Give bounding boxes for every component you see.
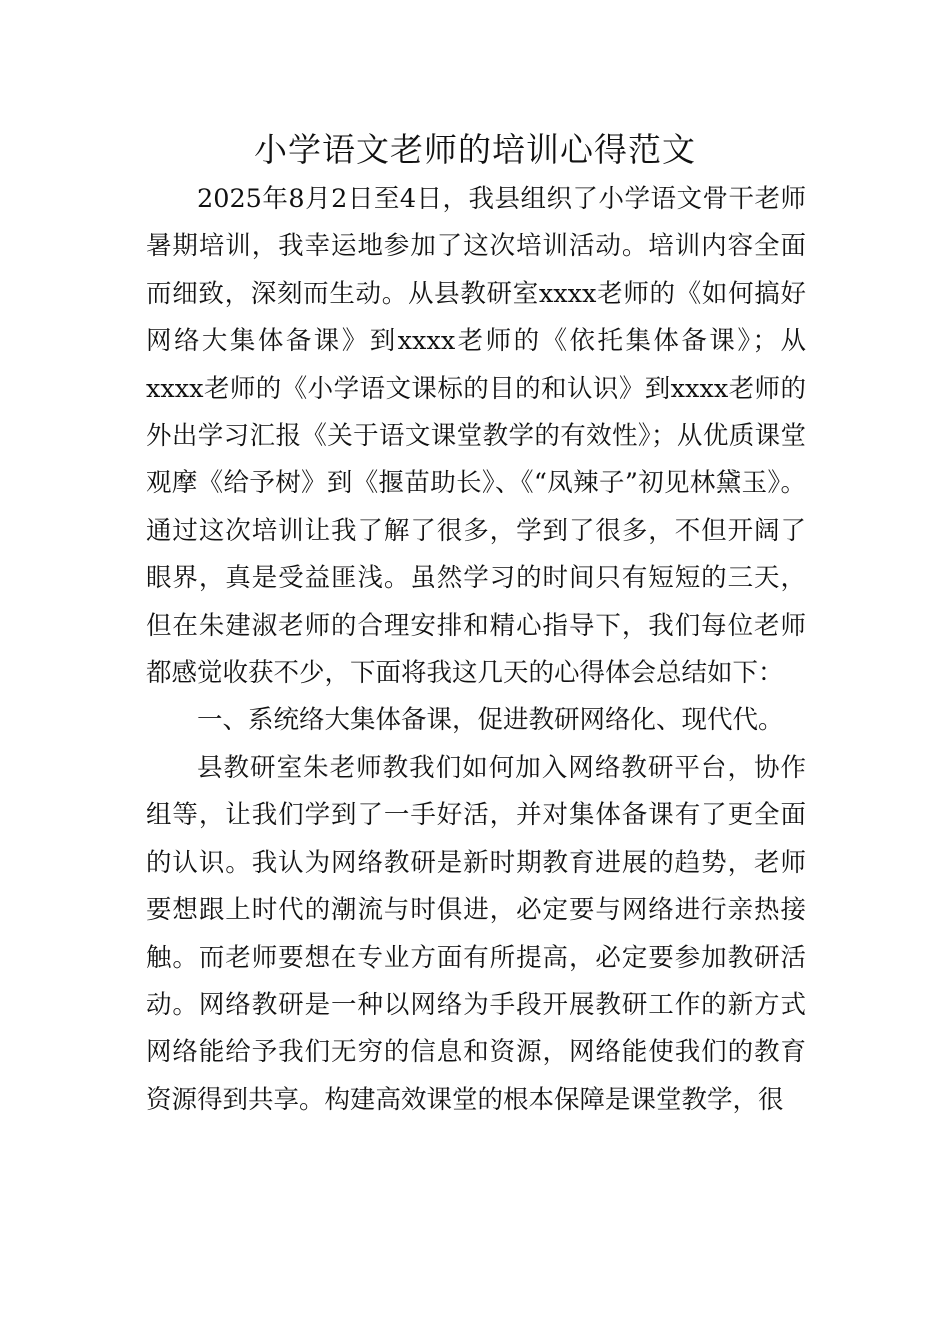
- document-title: 小学语文老师的培训心得范文: [254, 130, 696, 169]
- paragraph-intro: 2025年8月2日至4日，我县组织了小学语文骨干老师暑期培训，我幸运地参加了这次培训活动。培训内容全面而细致，深刻而生动。从县教研室xxxx老师的《如何搞好网络大集体备课》到xxxx老师的《依托集体备课》；从xxxx老师的《小学语文课标的目的和认识》到xxxx老师的外出学习汇报《关于语文课堂教学的有效性》；从优质课堂观摩《给予树》到《揠苗助长》、《“凤辣子”初见林黛玉》。通过这次培训让我了解了很多，学到了很多，不但开阔了眼界，真是受益匪浅。虽然学习的时间只有短短的三天，但在朱建淑老师的合理安排和精心指导下，我们每位老师都感觉收获不少，下面将我这几天的心得体会总结如下：: [146, 184, 806, 689]
- section-heading-1: 一、系统络大集体备课，促进教研网络化、现代代。: [197, 705, 784, 736]
- document-body: [146, 176, 806, 1124]
- paragraph-section-1: 县教研室朱老师教我们如何加入网络教研平台，协作组等，让我们学到了一手好活，并对集体备课有了更全面的认识。我认为网络教研是新时期教育进展的趋势，老师要想跟上时代的潮流与时俱进，必定要与网络进行亲热接触。而老师要想在专业方面有所提高，必定要参加教研活动。网络教研是一种以网络为手段开展教研工作的新方式网络能给予我们无穷的信息和资源，网络能使我们的教育资源得到共享。构建高效课堂的根本保障是课堂教学，很: [146, 752, 806, 1115]
